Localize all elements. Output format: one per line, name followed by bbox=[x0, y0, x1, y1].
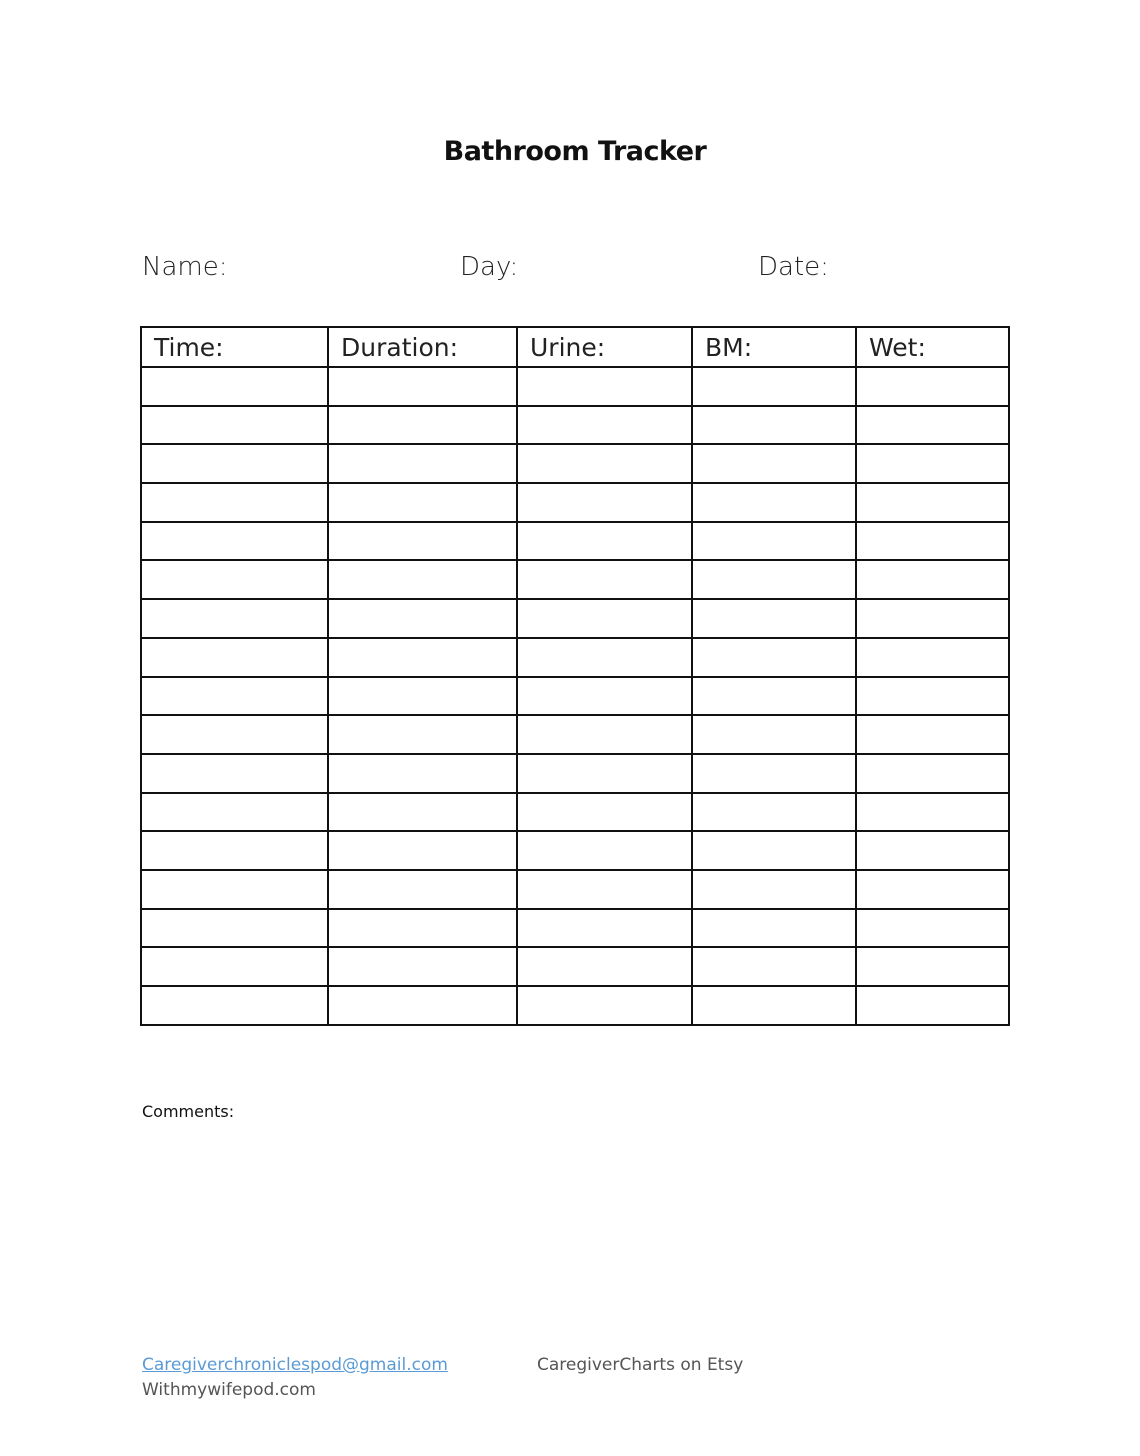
urine-cell[interactable] bbox=[517, 367, 692, 406]
time-cell[interactable] bbox=[141, 947, 328, 986]
wet-cell[interactable] bbox=[856, 367, 1009, 406]
bm-cell[interactable] bbox=[692, 793, 856, 832]
wet-cell[interactable] bbox=[856, 638, 1009, 677]
etsy-text: CaregiverCharts on Etsy bbox=[537, 1355, 744, 1375]
wet-cell[interactable] bbox=[856, 522, 1009, 561]
wet-cell[interactable] bbox=[856, 406, 1009, 445]
bm-cell[interactable] bbox=[692, 677, 856, 716]
page-title: Bathroom Tracker bbox=[443, 136, 707, 167]
website-text: Withmywifepod.com bbox=[142, 1380, 316, 1400]
urine-cell[interactable] bbox=[517, 793, 692, 832]
header-urine: Urine: bbox=[517, 327, 692, 367]
table-row bbox=[141, 638, 1009, 677]
duration-cell[interactable] bbox=[328, 599, 517, 638]
time-cell[interactable] bbox=[141, 754, 328, 793]
time-cell[interactable] bbox=[141, 560, 328, 599]
bm-cell[interactable] bbox=[692, 754, 856, 793]
urine-cell[interactable] bbox=[517, 406, 692, 445]
duration-cell[interactable] bbox=[328, 560, 517, 599]
time-cell[interactable] bbox=[141, 677, 328, 716]
name-label: Name: bbox=[142, 252, 228, 282]
bm-cell[interactable] bbox=[692, 947, 856, 986]
tracker-table bbox=[140, 326, 1010, 1026]
time-cell[interactable] bbox=[141, 870, 328, 909]
table-row bbox=[141, 909, 1009, 948]
time-cell[interactable] bbox=[141, 793, 328, 832]
wet-cell[interactable] bbox=[856, 754, 1009, 793]
table-row bbox=[141, 831, 1009, 870]
duration-cell[interactable] bbox=[328, 754, 517, 793]
duration-cell[interactable] bbox=[328, 677, 517, 716]
bm-cell[interactable] bbox=[692, 599, 856, 638]
bm-cell[interactable] bbox=[692, 406, 856, 445]
wet-cell[interactable] bbox=[856, 986, 1009, 1025]
email-link[interactable]: Caregiverchroniclespod@gmail.com bbox=[142, 1355, 448, 1375]
wet-cell[interactable] bbox=[856, 599, 1009, 638]
urine-cell[interactable] bbox=[517, 947, 692, 986]
table-row bbox=[141, 870, 1009, 909]
time-cell[interactable] bbox=[141, 406, 328, 445]
time-cell[interactable] bbox=[141, 909, 328, 948]
duration-cell[interactable] bbox=[328, 406, 517, 445]
time-cell[interactable] bbox=[141, 367, 328, 406]
bm-cell[interactable] bbox=[692, 986, 856, 1025]
table-row bbox=[141, 986, 1009, 1025]
duration-cell[interactable] bbox=[328, 986, 517, 1025]
bm-cell[interactable] bbox=[692, 444, 856, 483]
duration-cell[interactable] bbox=[328, 870, 517, 909]
urine-cell[interactable] bbox=[517, 715, 692, 754]
time-cell[interactable] bbox=[141, 522, 328, 561]
header-time: Time: bbox=[141, 327, 328, 367]
day-label: Day: bbox=[460, 252, 519, 282]
wet-cell[interactable] bbox=[856, 483, 1009, 522]
wet-cell[interactable] bbox=[856, 909, 1009, 948]
bm-cell[interactable] bbox=[692, 638, 856, 677]
duration-cell[interactable] bbox=[328, 483, 517, 522]
duration-cell[interactable] bbox=[328, 947, 517, 986]
table-row bbox=[141, 483, 1009, 522]
header-wet: Wet: bbox=[856, 327, 1009, 367]
bm-cell[interactable] bbox=[692, 831, 856, 870]
wet-cell[interactable] bbox=[856, 947, 1009, 986]
table-row bbox=[141, 444, 1009, 483]
time-cell[interactable] bbox=[141, 483, 328, 522]
table-row bbox=[141, 715, 1009, 754]
header-bm: BM: bbox=[692, 327, 856, 367]
wet-cell[interactable] bbox=[856, 793, 1009, 832]
duration-cell[interactable] bbox=[328, 715, 517, 754]
table-row bbox=[141, 560, 1009, 599]
wet-cell[interactable] bbox=[856, 715, 1009, 754]
bm-cell[interactable] bbox=[692, 715, 856, 754]
duration-cell[interactable] bbox=[328, 522, 517, 561]
table-row bbox=[141, 793, 1009, 832]
urine-cell[interactable] bbox=[517, 870, 692, 909]
duration-cell[interactable] bbox=[328, 831, 517, 870]
time-cell[interactable] bbox=[141, 986, 328, 1025]
wet-cell[interactable] bbox=[856, 444, 1009, 483]
duration-cell[interactable] bbox=[328, 444, 517, 483]
bm-cell[interactable] bbox=[692, 522, 856, 561]
bm-cell[interactable] bbox=[692, 909, 856, 948]
urine-cell[interactable] bbox=[517, 754, 692, 793]
duration-cell[interactable] bbox=[328, 638, 517, 677]
table-row bbox=[141, 406, 1009, 445]
table-row bbox=[141, 754, 1009, 793]
time-cell[interactable] bbox=[141, 638, 328, 677]
time-cell[interactable] bbox=[141, 715, 328, 754]
bm-cell[interactable] bbox=[692, 560, 856, 599]
urine-cell[interactable] bbox=[517, 599, 692, 638]
duration-cell[interactable] bbox=[328, 909, 517, 948]
duration-cell[interactable] bbox=[328, 793, 517, 832]
urine-cell[interactable] bbox=[517, 638, 692, 677]
comments-label: Comments: bbox=[142, 1102, 235, 1121]
time-cell[interactable] bbox=[141, 831, 328, 870]
wet-cell[interactable] bbox=[856, 831, 1009, 870]
wet-cell[interactable] bbox=[856, 677, 1009, 716]
header-row bbox=[141, 327, 1009, 367]
date-label: Date: bbox=[758, 252, 829, 282]
wet-cell[interactable] bbox=[856, 560, 1009, 599]
urine-cell[interactable] bbox=[517, 522, 692, 561]
urine-cell[interactable] bbox=[517, 909, 692, 948]
urine-cell[interactable] bbox=[517, 444, 692, 483]
urine-cell[interactable] bbox=[517, 483, 692, 522]
urine-cell[interactable] bbox=[517, 560, 692, 599]
time-cell[interactable] bbox=[141, 599, 328, 638]
bm-cell[interactable] bbox=[692, 367, 856, 406]
urine-cell[interactable] bbox=[517, 831, 692, 870]
header-duration: Duration: bbox=[328, 327, 517, 367]
table-row bbox=[141, 677, 1009, 716]
bm-cell[interactable] bbox=[692, 870, 856, 909]
duration-cell[interactable] bbox=[328, 367, 517, 406]
table-row bbox=[141, 599, 1009, 638]
urine-cell[interactable] bbox=[517, 677, 692, 716]
bm-cell[interactable] bbox=[692, 483, 856, 522]
time-cell[interactable] bbox=[141, 444, 328, 483]
urine-cell[interactable] bbox=[517, 986, 692, 1025]
table-row bbox=[141, 947, 1009, 986]
wet-cell[interactable] bbox=[856, 870, 1009, 909]
table-row bbox=[141, 367, 1009, 406]
table-row bbox=[141, 522, 1009, 561]
